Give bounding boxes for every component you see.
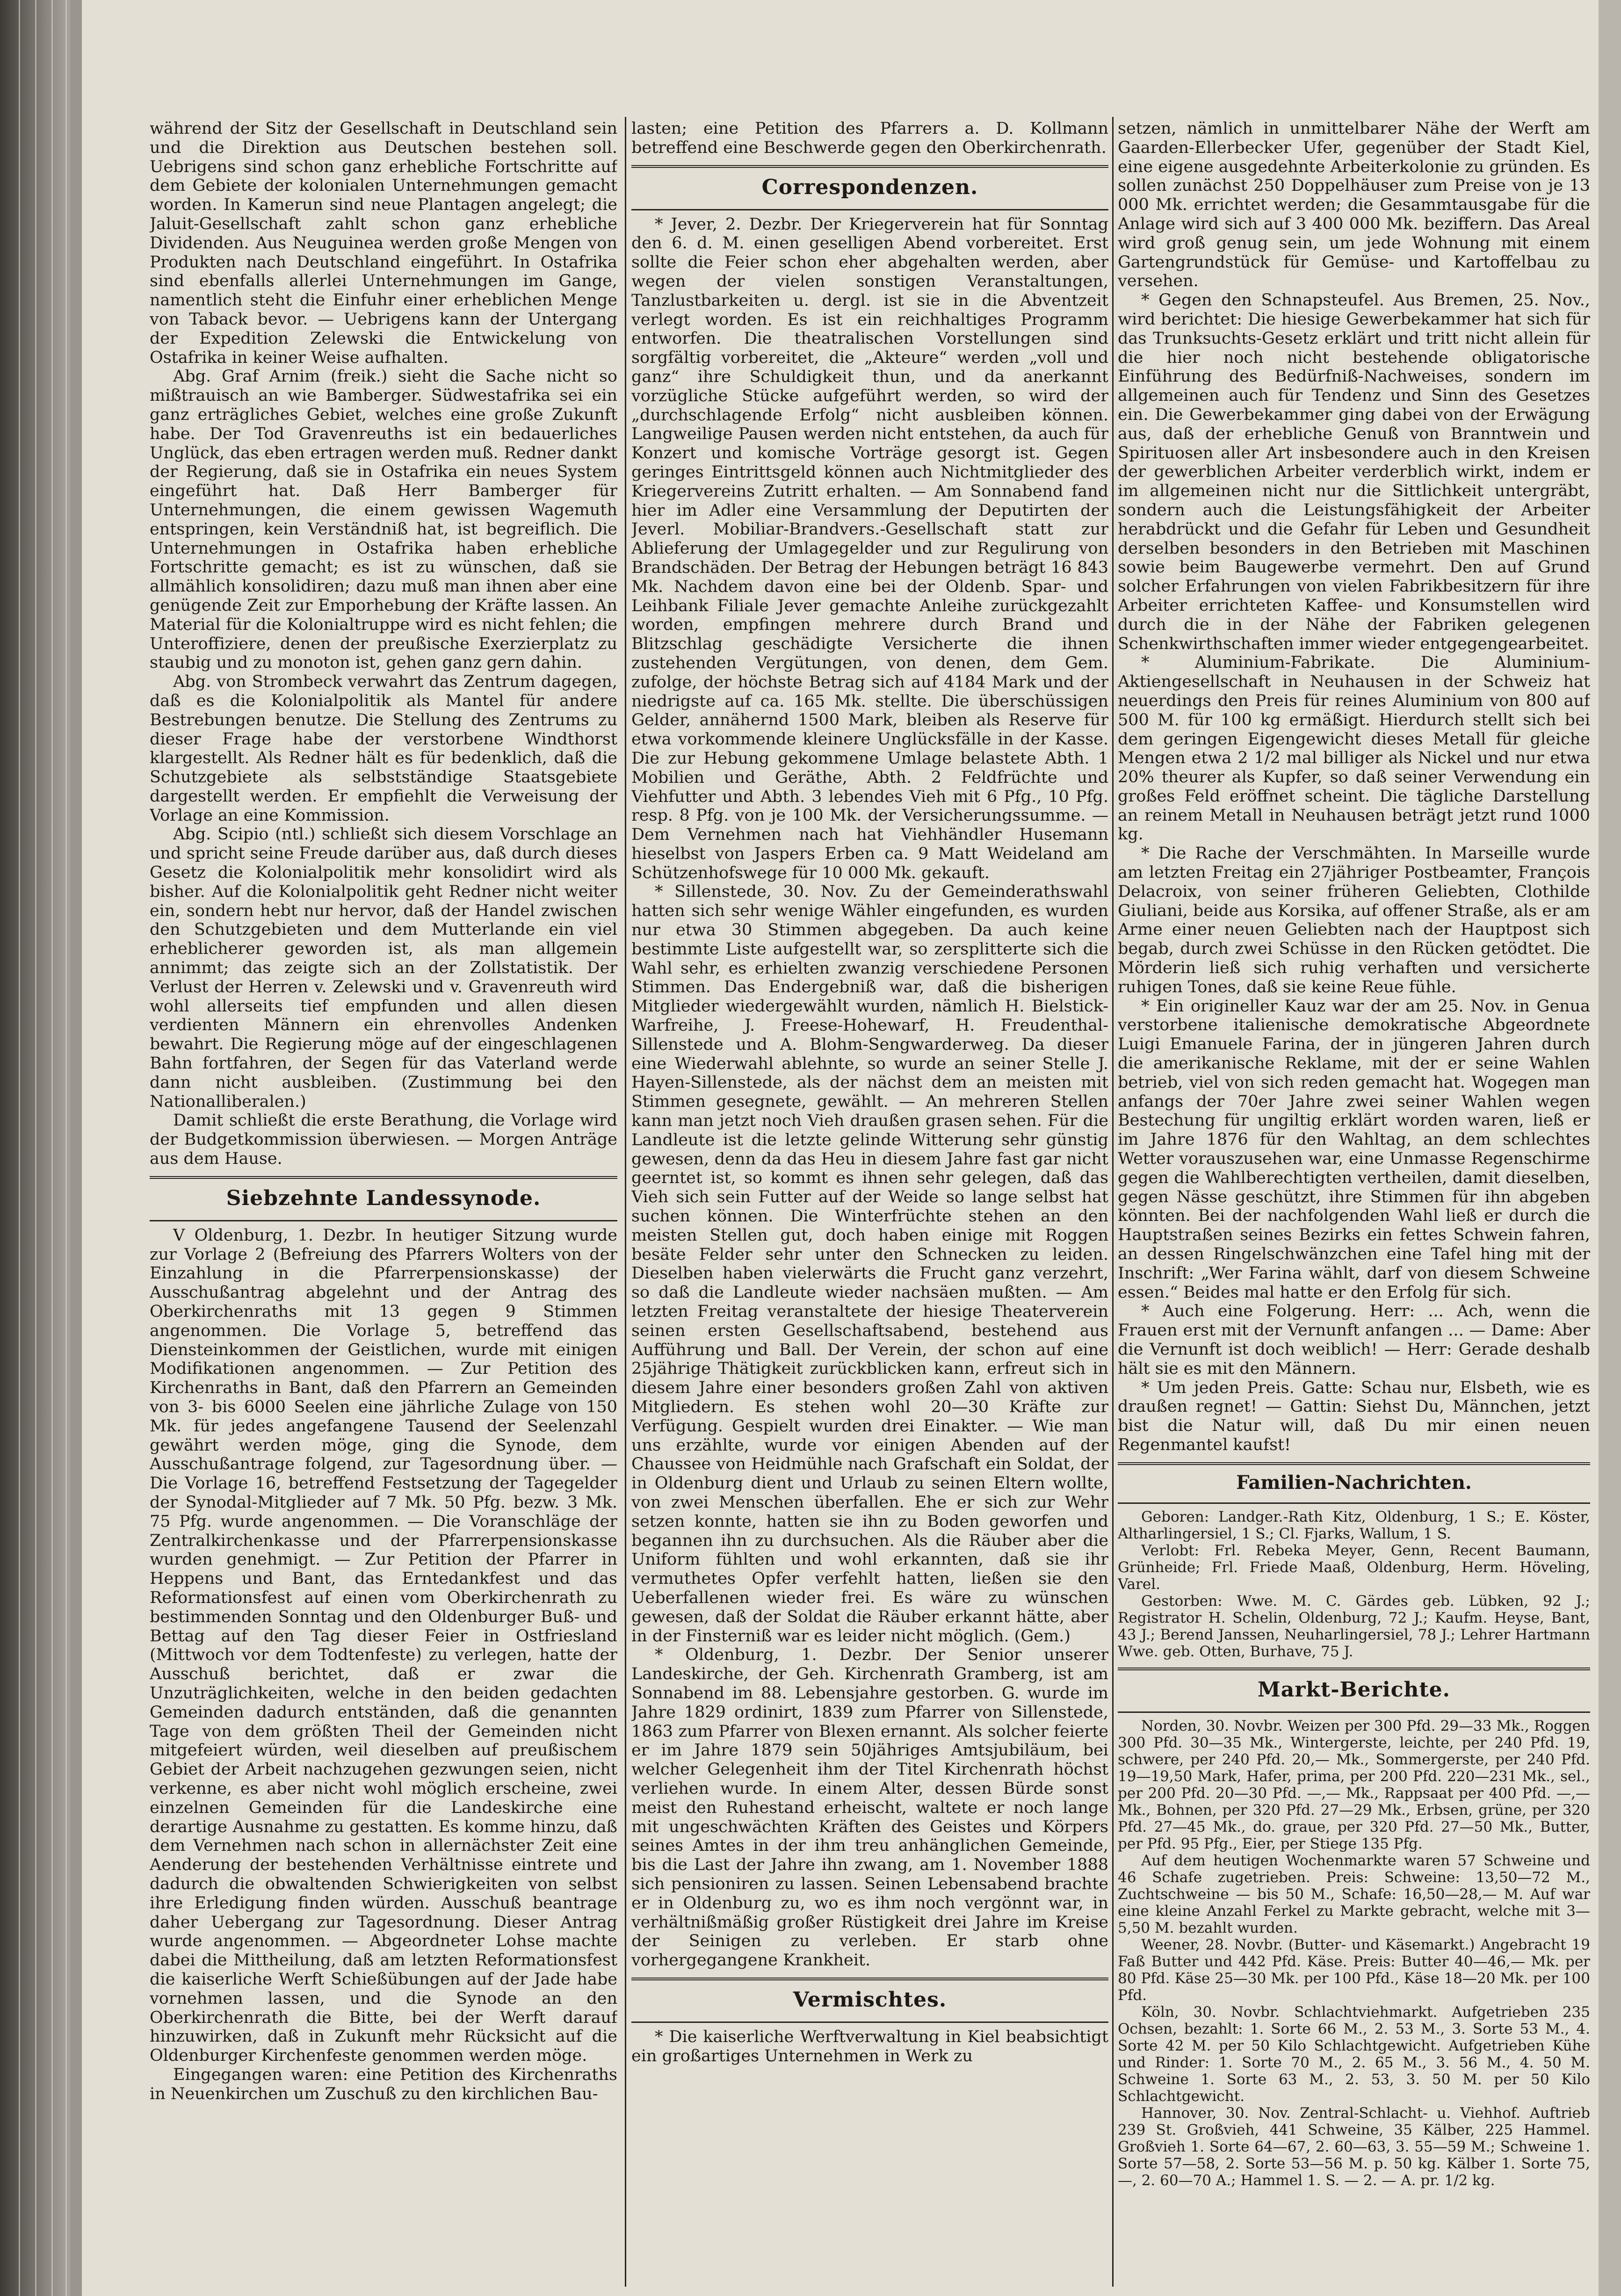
article-paragraph: * Aluminium-Fabrikate. Die Aluminium-Aktiengesellschaft in Neuhausen in der Schweiz hat neuerdings den Preis für reines Aluminium von 800 auf 500 M. für 100 kg ermäßigt. Hierdurch stellt sich bei dem geringen Eigengewicht dieses Metall für gleiche Mengen etwa 2 1/2 mal billiger als Nickel und nur etwa 20% theurer als Kupfer, so daß seiner Verwendung ein großes Feld eröffnet scheint. Die tägliche Darstellung an reinem Metall in Neuhausen beträgt jetzt rund 1000 kg. — [1118, 653, 1590, 844]
column-3 — [1118, 119, 1590, 2294]
section-heading-family: Familien-Nachrichten. — [1236, 1471, 1472, 1494]
section-divider — [631, 2022, 1108, 2023]
section-divider — [631, 165, 1108, 168]
article-paragraph: V Oldenburg, 1. Dezbr. In heutiger Sitzung wurde zur Vorlage 2 (Befreiung des Pfarrers Wolters von der Einzahlung in die Pfarrerpensionskasse) der Ausschußantrag abgelehnt und der Antrag des Oberkirchenraths mit 13 gegen 9 Stimmen angenommen. Die Vorlage 5, betreffend das Diensteinkommen der Geistlichen, wurde mit einigen Modifikationen angenommen. — Zur Petition des Kirchenraths in Bant, daß den Pfarrern an Gemeinden von 3- bis 6000 Seelen eine jährliche Zulage von 150 Mk. für jedes angefangene Tausend der Seelenzahl gewährt werden möge, ging die Synode, dem Ausschußantrage folgend, zur Tagesordnung über. — Die Vorlage 16, betreffend Festsetzung der Tagegelder der Synodal-Mitglieder auf 7 Mk. 50 Pfg. bezw. 3 Mk. 75 Pfg. wurde angenommen. — Die Voranschläge der Zentralkirchenkasse und der Pfarrerpensionskasse wurden genehmigt. — Zur Petition der Pfarrer in Heppens und Bant, das Erntedankfest und das Reformationsfest auf einen vom Oberkirchenrath zu bestimmenden Sonntag und den Oldenburger Buß- und Bettag auf den Tag dieser Feier in Ostfriesland (Mittwoch vor dem Todtenfeste) zu verlegen, hatte der Ausschuß berichtet, daß er zwar die Unzuträglichkeiten, welche in den beiden gedachten Gemeinden dadurch entständen, daß die genannten Tage von dem größten Theil der Gemeinden nicht mitgefeiert würden, weil dieselben auf preußischem Gebiet der Arbeit nachzugehen gezwungen seien, nicht verkenne, es aber nicht wohl möglich erscheine, zwei einzelnen Gemeinden für die Landeskirche eine derartige Ausnahme zu gestatten. Es komme hinzu, daß dem Vernehmen nach schon in allernächster Zeit eine Aenderung der bestehenden Verhältnisse eintrete und dadurch die obwaltenden Schwierigkeiten von selbst ihre Erledigung finden würden. Ausschuß beantrage daher Uebergang zur Tagesordnung. Dieser Antrag wurde angenommen. — Abgeordneter Lohse machte dabei die Mittheilung, daß am letzten Reformationsfest die kaiserliche Werft Schießübungen auf der Jade habe vornehmen lassen, und die Synode an den Oberkirchenrath die Bitte, bei der Werft darauf hinzuwirken, daß in Zukunft mehr Rücksicht auf die Oldenburger Kirchenfeste genommen werden möge. — [150, 1226, 617, 2065]
article-paragraph: * Die kaiserliche Werftverwaltung in Kiel beabsichtigt ein großartiges Unternehmen in Werk zu — [631, 2027, 1108, 2065]
page-edge-line — [19, 0, 20, 2296]
page-edge-line — [35, 0, 36, 2296]
section-divider — [1118, 1502, 1590, 1504]
market-paragraph: Norden, 30. Novbr. Weizen per 300 Pfd. 29—33 Mk., Roggen 300 Pfd. 30—35 Mk., Wintergerste, leichte, per 240 Pfd. 19, schwere, per 240 Pfd. 20,— Mk., Sommergerste, per 240 Pfd. 19—19,50 Mark, Hafer, prima, per 200 Pfd. 220—231 Mk., sel., per 200 Pfd. 20—30 Pfd. —,— Mk., Rappsaat per 400 Pfd. —,— Mk., Bohnen, per 320 Pfd. 27—29 Mk., Erbsen, grüne, per 320 Pfd. 27—45 Mk., do. graue, per 320 Pfd. 27—50 Mk., Butter, per Pfd. 95 Pfg., Eier, per Stiege 135 Pfg. — [1118, 1717, 1590, 1852]
section-heading-correspondence: Correspondenzen. — [761, 175, 978, 199]
column-rule — [625, 117, 626, 2287]
column-rule — [1112, 117, 1114, 2287]
notice-paragraph: Gestorben: Wwe. M. C. Gärdes geb. Lübken, 92 J.; Registrator H. Schelin, Oldenburg, 72 J.; Kaufm. Heyse, Bant, 43 J.; Berend Janssen, Neuharlingersiel, 78 J.; Lehrer Hartmann Wwe. geb. Otten, Burhave, 75 J. — [1118, 1592, 1590, 1660]
article-paragraph: lasten; eine Petition des Pfarrers a. D. Kollmann betreffend eine Beschwerde gegen den Oberkirchenrath. — [631, 119, 1108, 157]
page-edge-line — [65, 0, 67, 2296]
section-divider — [1118, 1462, 1590, 1465]
article-paragraph: während der Sitz der Gesellschaft in Deutschland sein und die Direktion aus Deutschen bestehen soll. Uebrigens sind schon ganz erhebliche Fortschritte auf dem Gebiete der kolonialen Unternehmungen gemacht worden. In Kamerun sind neue Plantagen angelegt; die Jaluit-Gesellschaft zahlt schon ganz erhebliche Dividenden. Aus Neuguinea werden große Mengen von Produkten nach Deutschland eingeführt. In Ostafrika sind ebenfalls allerlei Unternehmungen im Gange, namentlich steht die Einfuhr einer erheblichen Menge von Taback bevor. — Uebrigens kann der Untergang der Expedition Zelewski die Entwickelung von Ostafrika in keiner Weise aufhalten. — [150, 119, 617, 367]
section-divider — [631, 1978, 1108, 1980]
section-heading-synod: Siebzehnte Landessynode. — [226, 1186, 541, 1210]
notice-paragraph: Verlobt: Frl. Rebeka Meyer, Genn, Recent Baumann, Grünheide; Frl. Friede Maaß, Oldenburg, Herm. Höveling, Varel. — [1118, 1542, 1590, 1593]
article-paragraph: * Um jeden Preis. Gatte: Schau nur, Elsbeth, wie es draußen regnet! — Gattin: Siehst Du, Männchen, jetzt bist die Natur will, daß Du mir einen neuen Regenmantel kaufst! — [1118, 1378, 1590, 1454]
section-divider — [150, 1176, 617, 1179]
article-paragraph: * Ein origineller Kauz war der am 25. Nov. in Genua verstorbene italienische demokratische Abgeordnete Luigi Emanuele Farina, der in jüngeren Jahren durch die amerikanische Reklame, mit der er seine Wahlen betrieb, viel von sich reden gemacht hat. Wogegen man anfangs der 70er Jahre zwei seiner Wahlen wegen Bestechung für ungiltig erklärt worden waren, ließ er im Jahre 1876 für den Wahltag, an dem schlechtes Wetter vorauszusehen war, eine Unmasse Regenschirme gegen die Wahlberechtigten vertheilen, damit dieselben, gegen Nässe geschützt, ihre Stimmen für ihn abgeben könnten. Bei der nachfolgenden Wahl ließ er durch die Hauptstraßen seines Bezirks ein fettes Schwein fahren, an dessen Ringelschwänzchen eine Tafel hing mit der Inschrift: „Wer Farina wählt, darf von diesem Schweine essen.“ Beides mal hatte er den Erfolg für sich. — [1118, 996, 1590, 1302]
article-paragraph: setzen, nämlich in unmittelbarer Nähe der Werft am Gaarden-Ellerbecker Ufer, gegenüber der Stadt Kiel, eine eigene ausgedehnte Arbeiterkolonie zu gründen. Es sollen zunächst 250 Doppelhäuser zum Preise von je 13 000 Mk. errichtet werden; die Gesammtausgabe für die Anlage wird sich auf 3 400 000 Mk. beziffern. Das Areal wird groß genug sein, um jede Wohnung mit einem Gartengrundstück für Gemüse- und Kartoffelbau zu versehen. — [1118, 119, 1590, 291]
section-divider — [631, 209, 1108, 210]
market-paragraph: Köln, 30. Novbr. Schlachtviehmarkt. Aufgetrieben 235 Ochsen, bezahlt: 1. Sorte 66 M., 2. 53 M., 3. Sorte 53 M., 4. Sorte 42 M. per 50 Kilo Schlachtgewicht. Aufgetrieben Kühe und Rinder: 1. Sorte 70 M., 2. 65 M., 3. 56 M., 4. 50 M. Schweine 1. Sorte 63 M., 2. 53, 3. 50 M. per 50 Kilo Schlachtgewicht. — [1118, 2003, 1590, 2105]
article-paragraph: * Oldenburg, 1. Dezbr. Der Senior unserer Landeskirche, der Geh. Kirchenrath Gramberg, ist am Sonnabend im 88. Lebensjahre gestorben. G. wurde im Jahre 1829 ordinirt, 1839 zum Pfarrer von Sillenstede, 1863 zum Pfarrer von Blexen ernannt. Als solcher feierte er im Jahre 1879 sein 50jähriges Amtsjubiläum, bei welcher Gelegenheit ihm der Titel Kirchenrath höchst verliehen wurde. In einem Alter, dessen Bürde sonst meist den Ruhestand erheischt, waltete er noch lange mit ungeschwächten Kräften des Geistes und Körpers seines Amtes in der ihm treu anhänglichen Gemeinde, bis die Last der Jahre ihn zwang, am 1. November 1888 sich pensioniren zu lassen. Seinen Lebensabend brachte er in Oldenburg zu, wo es ihm noch vergönnt war, in verhältnißmäßig großer Rüstigkeit drei Jahre im Kreise der Seinigen zu verleben. Er starb ohne vorhergegangene Krankheit. — [631, 1646, 1108, 1970]
page-edge-line — [51, 0, 53, 2296]
article-paragraph: Eingegangen waren: eine Petition des Kirchenraths in Neuenkirchen um Zuschuß zu den kirchlichen Bau- — [150, 2065, 617, 2103]
market-paragraph: Weener, 28. Novbr. (Butter- und Käsemarkt.) Angebracht 19 Faß Butter und 442 Pfd. Käse. Preis: Butter 40—46,— Mk. per 80 Pfd. Käse 25—30 Mk. per 100 Pfd., Käse 18—20 Mk. per 100 Pfd. — [1118, 1936, 1590, 2004]
article-paragraph: Abg. Scipio (ntl.) schließt sich diesem Vorschlage an und spricht seine Freude darüber aus, daß durch dieses Gesetz die Kolonialpolitik mehr konsolidirt wird als bisher. Auf die Kolonialpolitik geht Redner nicht weiter ein, sondern hebt nur hervor, daß der Handel zwischen den Schutzgebieten und dem Mutterlande ein viel erheblicherer geworden ist, als man allgemein annimmt; das zeigte sich an der Zollstatistik. Der Verlust der Herren v. Zelewski und v. Gravenreuth wird wohl allerseits tief empfunden und allen diesen verdienten Männern ein ehrenvolles Andenken bewahrt. Die Regierung möge auf der eingeschlagenen Bahn fortfahren, der Segen für das Vaterland werde dann nicht ausbleiben. (Zustimmung bei den Nationalliberalen.) — [150, 825, 617, 1111]
article-paragraph: * Auch eine Folgerung. Herr: ... Ach, wenn die Frauen erst mit der Vernunft anfangen ... — Dame: Aber die Vernunft ist doch weiblich! — Herr: Gerade deshalb hält sie es mit den Männern. — [1118, 1302, 1590, 1378]
article-paragraph: * Gegen den Schnapsteufel. Aus Bremen, 25. Nov., wird berichtet: Die hiesige Gewerbekammer hat sich für das Trunksuchts-Gesetz erklärt und tritt nicht allein für die hier noch nicht bestehende obligatorische Einführung des Bedürfniß-Nachweises, sondern im allgemeinen auch für Tendenz und Sinn des Gesetzes ein. Die Gewerbekammer ging dabei von der Erwägung aus, daß der erhebliche Genuß von Branntwein und Spirituosen aller Art insbesondere auch in den Kreisen der gewerblichen Arbeiter verderblich wirkt, indem er im allgemeinen nicht nur die Sittlichkeit untergräbt, sondern auch die Leistungsfähigkeit der Arbeiter herabdrückt und die Gefahr für Leben und Gesundheit derselben besonders in den Betrieben mit Maschinen sowie beim Baugewerbe vermehrt. Den auf Grund solcher Erfahrungen von vielen Fabrikbesitzern für ihre Arbeiter errichteten Kaffee- und Konsumstellen wird durch die in der Nähe der Fabriken gelegenen Schenkwirthschaften immer wieder entgegengearbeitet. — [1118, 291, 1590, 653]
column-1 — [150, 119, 617, 2294]
section-heading-misc: Vermischtes. — [793, 1987, 947, 2012]
notice-paragraph: Geboren: Landger.-Rath Kitz, Oldenburg, 1 S.; E. Köster, Altharlingersiel, 1 S.; Cl. Fjarks, Wallum, 1 S. — [1118, 1508, 1590, 1542]
section-divider — [1118, 1711, 1590, 1713]
article-paragraph: Abg. Graf Arnim (freik.) sieht die Sache nicht so mißtrauisch an wie Bamberger. Südwestafrika sei ein ganz erträgliches Gebiet, welches eine große Zukunft habe. Der Tod Gravenreuths ist ein bedauerliches Unglück, das eben ertragen werden muß. Redner dankt der Regierung, daß sie in Ostafrika ein neues System eingeführt hat. Daß Herr Bamberger für Unternehmungen, die einem gewissen Wagemuth entspringen, kein Verständniß hat, ist begreiflich. Die Unternehmungen in Ostafrika haben erhebliche Fortschritte gemacht; es ist zu wünschen, daß sie allmählich konsolidiren; dazu muß man ihnen aber eine genügende Zeit zur Emporhebung der Kräfte lassen. An Material für die Kolonialtruppe wird es nicht fehlen; die Unteroffiziere, denen der preußische Exerzierplatz zu staubig und zu monoton ist, gehen ganz gern dahin. — [150, 367, 617, 672]
column-2 — [631, 119, 1108, 2294]
market-paragraph: Auf dem heutigen Wochenmarkte waren 57 Schweine und 46 Schafe zugetrieben. Preis: Schweine: 13,50—72 M., Zuchtschweine — bis 50 M., Schafe: 16,50—28,— M. Auf war eine kleine Anzahl Ferkel zu Markte gebracht, welche mit 3—5,50 M. bezahlt wurden. — [1118, 1852, 1590, 1936]
adjacent-page-strip — [1599, 0, 1621, 2296]
section-divider — [1118, 1668, 1590, 1670]
article-paragraph: Damit schließt die erste Berathung, die Vorlage wird der Budgetkommission überwiesen. — Morgen Anträge aus dem Hause. — [150, 1111, 617, 1169]
article-paragraph: * Jever, 2. Dezbr. Der Kriegerverein hat für Sonntag den 6. d. M. einen geselligen Abend vorbereitet. Erst sollte die Feier schon eher abgehalten werden, aber wegen der vielen sonstigen Veranstaltungen, Tanzlustbarkeiten u. dergl. ist sie in die Abventzeit verlegt worden. Es ist ein reichhaltiges Programm entworfen. Die theatralischen Vorstellungen sind sorgfältig vorbereitet, die „Akteure“ werden „voll und ganz“ ihre Schuldigkeit thun, und da anerkannt vorzügliche Stücke aufgeführt werden, so wird der „durchschlagende Erfolg“ nicht ausbleiben können. Langweilige Pausen werden nicht entstehen, da auch für Konzert und komische Vorträge gesorgt ist. Gegen geringes Eintrittsgeld können auch Nichtmitglieder des Kriegervereins Zutritt erhalten. — Am Sonnabend fand hier im Adler eine Versammlung der Deputirten der Jeverl. Mobiliar-Brandvers.-Gesellschaft statt zur Ablieferung der Umlagegelder und zur Regulirung von Brandschäden. Der Betrag der Hebungen beträgt 16 843 Mk. Nachdem davon eine bei der Oldenb. Spar- und Leihbank Filiale Jever gemachte Anleihe zurückgezahlt worden, empfingen mehrere durch Brand und Blitzschlag geschädigte Versicherte die ihnen zustehenden Vergütungen, von denen, dem Gem. zufolge, der höchste Betrag sich auf 4184 Mark und der niedrigste auf ca. 165 Mk. stellte. Die überschüssigen Gelder, annähernd 1500 Mark, bleiben als Reserve für etwa vorkommende kleinere Unglücksfälle in der Kasse. Die zur Hebung gekommene Umlage belastete Abth. 1 Mobilien und Geräthe, Abth. 2 Feldfrüchte und Viehfutter und Abth. 3 lebendes Vieh mit 6 Pfg., 10 Pfg. resp. 8 Pfg. von je 100 Mk. der Versicherungssumme. — Dem Vernehmen nach hat Viehhändler Husemann hieselbst von Jaspers Erben ca. 9 Matt Weideland am Schützenhofswege für 10 000 Mk. gekauft. — [631, 215, 1108, 882]
section-heading-market: Markt-Berichte. — [1258, 1677, 1450, 1702]
market-paragraph: Hannover, 30. Nov. Zentral-Schlacht- u. Viehhof. Auftrieb 239 St. Großvieh, 441 Schweine, 35 Kälber, 225 Hammel. Großvieh 1. Sorte 64—67, 2. 60—63, 3. 55—59 M.; Schweine 1. Sorte 57—58, 2. Sorte 53—56 M. p. 50 kg. Kälber 1. Sorte 75,—, 2. 60—70 A.; Hammel 1. S. — 2. — A. pr. 1/2 kg. — [1118, 2104, 1590, 2189]
section-divider — [150, 1220, 617, 1221]
article-paragraph: Abg. von Strombeck verwahrt das Zentrum dagegen, daß es die Kolonialpolitik als Mantel für andere Bestrebungen benutze. Die Stellung des Zentrums zu dieser Frage habe der verstorbene Windthorst klargestellt. Als Redner hält es für bedenklich, daß die Schutzgebiete als selbstständige Staatsgebiete dargestellt werden. Er empfiehlt die Verweisung der Vorlage an eine Kommission. — [150, 672, 617, 825]
article-paragraph: * Die Rache der Verschmähten. In Marseille wurde am letzten Freitag ein 27jähriger Postbeamter, François Delacroix, von seiner früheren Geliebten, Clothilde Giuliani, beide aus Korsika, auf offener Straße, als er am Arme einer neuen Geliebten nach der Hauptpost sich begab, durch zwei Schüsse in den Rücken getödtet. Die Mörderin ließ sich ruhig verhaften und versicherte ruhigen Tones, daß sie keine Reue fühle. — [1118, 844, 1590, 996]
article-paragraph: * Sillenstede, 30. Nov. Zu der Gemeinderathswahl hatten sich sehr wenige Wähler eingefunden, es wurden nur etwa 30 Stimmen abgegeben. Da auch keine bestimmte Liste aufgestellt war, so zersplitterte sich die Wahl sehr, es erhielten zwanzig verschiedene Personen Stimmen. Das Endergebniß war, daß die bisherigen Mitglieder wiedergewählt wurden, nämlich H. Bielstick-Warfreihe, J. Freese-Hohewarf, H. Freudenthal-Sillenstede und A. Blohm-Sengwarderweg. Da dieser eine Wiederwahl ablehnte, so wurde an seiner Stelle J. Hayen-Sillenstede, als der nächst dem an meisten mit Stimmen gesegnete, gewählt. — An mehreren Stellen kann man jetzt noch Vieh draußen grasen sehen. Für die Landleute ist die letzte gelinde Witterung sehr günstig gewesen, denn da das Heu in diesem Jahre fast gar nicht geerntet ist, so kommt es ihnen sehr gelegen, daß das Vieh sich sein Futter auf der Weide so lange selbst hat suchen können. Die Winterfrüchte stehen an den meisten Stellen gut, doch haben einige mit Roggen besäte Felder sehr unter den Schnecken zu leiden. Dieselben haben vielerwärts die Frucht ganz verzehrt, so daß die Landleute wieder nachsäen mußten. — Am letzten Freitag veranstaltete der hiesige Theaterverein seinen ersten Gesellschaftsabend, bestehend aus Aufführung und Ball. Der Verein, der schon auf eine 25jährige Thätigkeit zurückblicken kann, erfreut sich in diesem Jahre einer besonders großen Zahl von aktiven Mitgliedern. Es stehen wohl 20—30 Kräfte zur Verfügung. Gespielt wurden drei Einakter. — Wie man uns erzählte, wurde vor einigen Abenden auf der Chaussee von Heidmühle nach Grafschaft ein Soldat, der in Oldenburg dient und Urlaub zu seinen Eltern wollte, von zwei Menschen überfallen. Ehe er sich zur Wehr setzen konnte, hatten sie ihn zu Boden geworfen und begannen ihn zu durchsuchen. Als die Räuber aber die Uniform fühlten und wohl erkannten, daß sie ihr vermuthetes Opfer verfehlt hatten, ließen sie den Ueberfallenen wieder frei. Es wäre zu wünschen gewesen, daß der Soldat die Räuber erkannt hätte, aber in der Finsterniß war es leider nicht möglich. (Gem.) — [631, 882, 1108, 1646]
